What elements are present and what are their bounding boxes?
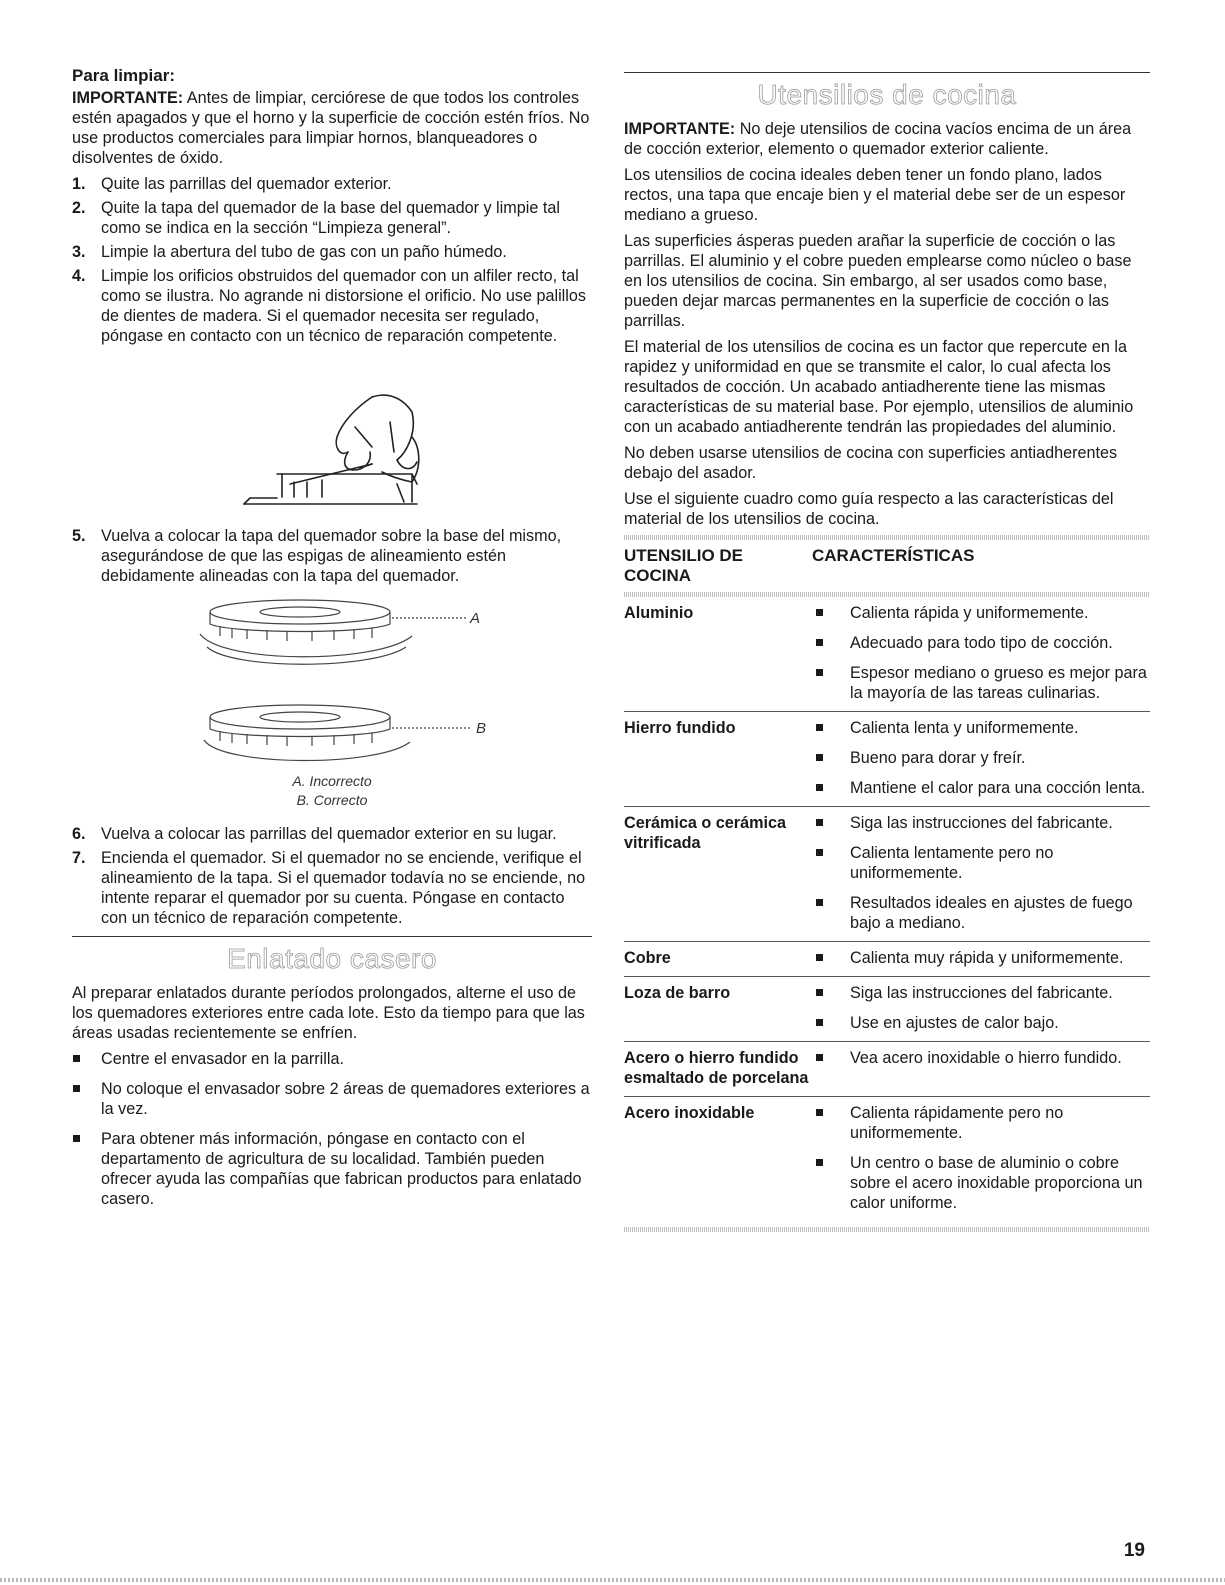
step-number: 4. — [72, 267, 86, 285]
feature-item: Calienta lentamente pero no uniformemente. — [836, 843, 1150, 883]
important-label: IMPORTANTE: — [72, 89, 184, 107]
step-item — [72, 198, 592, 238]
table-bottom-rule — [624, 1227, 1150, 1232]
burner-cap-illustration — [72, 592, 592, 772]
step-text: Vuelva a colocar las parrillas del quemador exterior en su lugar. — [101, 825, 557, 843]
canning-intro: Al preparar enlatados durante períodos prolongados, alterne el uso de los quemadores exteriores entre cada lote. Esto da tiempo para que las áreas usadas recientemente se enfríen. — [72, 984, 585, 1042]
important-text: No deje utensilios de cocina vacíos encima de un área de cocción exterior, elemento o quemador exterior caliente. — [624, 120, 1132, 158]
caption-b: B. Correcto — [296, 792, 368, 808]
page-bottom-rule — [0, 1578, 1225, 1582]
feature-item: Calienta rápidamente pero no uniformemente. — [836, 1103, 1150, 1143]
material-name: Hierro fundido — [624, 712, 812, 807]
steps-list-a — [72, 174, 592, 346]
table-top-rule — [624, 535, 1150, 540]
fig-label-a: A — [470, 610, 481, 627]
step-number: 6. — [72, 825, 86, 843]
table-row — [624, 807, 1150, 942]
step-number: 1. — [72, 175, 86, 193]
steps-list-b — [72, 526, 592, 586]
important-label: IMPORTANTE: — [624, 120, 736, 138]
step-number: 2. — [72, 199, 86, 217]
left-column — [72, 66, 592, 1219]
step-text: Vuelva a colocar la tapa del quemador sobre la base del mismo, asegurándose de que las espigas de alineamiento estén debidamente alineadas con la tapa del quemador. — [101, 527, 562, 585]
step-text: Limpie la abertura del tubo de gas con un paño húmedo. — [101, 243, 507, 261]
feature-item: Vea acero inoxidable o hierro fundido. — [836, 1048, 1150, 1068]
feature-item: Use en ajustes de calor bajo. — [836, 1013, 1150, 1033]
col-header-characteristics: CARACTERÍSTICAS — [812, 546, 975, 565]
canning-bullet-item: Centre el envasador en la parrilla. — [72, 1049, 592, 1069]
page-number: 19 — [1123, 1540, 1145, 1561]
material-name: Cobre — [624, 942, 812, 977]
material-name: Aluminio — [624, 597, 812, 712]
feature-item: Adecuado para todo tipo de cocción. — [836, 633, 1150, 653]
cleaning-important — [72, 88, 592, 168]
step-item — [72, 242, 592, 262]
cookware-important — [624, 119, 1150, 159]
cookware-paragraph: El material de los utensilios de cocina es un factor que repercute en la rapidez y uniformidad en que se transmite el calor, lo cual afecta los resultados de cocción. Un acabado antiadherente tiene las mismas características de su material base. Por ejemplo, utensilios de aluminio con un acabado antiadherente tendrán las propiedades del aluminio. — [624, 338, 1134, 436]
pin-cleaning-illustration — [72, 352, 592, 522]
step-text: Limpie los orificios obstruidos del quemador con un alfiler recto, tal como se ilustra. No agrande ni distorsione el orificio. No use palillos de dientes de madera. Si el quemador necesita ser regulado, póngase en contacto con un técnico de reparación competente. — [101, 267, 586, 345]
material-features — [812, 807, 1150, 942]
cookware-paragraph: Use el siguiente cuadro como guía respecto a las características del material de los utensilios de cocina. — [624, 490, 1114, 528]
feature-item: Mantiene el calor para una cocción lenta. — [836, 778, 1150, 798]
feature-item: Resultados ideales en ajustes de fuego bajo a mediano. — [836, 893, 1150, 933]
cookware-table — [624, 540, 1150, 1221]
cookware-title: Utensilios de cocina — [757, 79, 1017, 110]
table-row — [624, 977, 1150, 1042]
material-features — [812, 712, 1150, 807]
feature-item: Espesor mediano o grueso es mejor para la mayoría de las tareas culinarias. — [836, 663, 1150, 703]
steps-list-c — [72, 824, 592, 928]
step-number: 7. — [72, 849, 86, 867]
cookware-paragraph: Las superficies ásperas pueden arañar la superficie de cocción o las parrillas. El aluminio y el cobre pueden emplearse como núcleo o base en los utensilios de cocina. Sin embargo, al ser usados como base, pueden dejar marcas permanentes en la superficie de cocción o las parrillas. — [624, 232, 1132, 330]
cookware-paragraph: Los utensilios de cocina ideales deben tener un fondo plano, lados rectos, una tapa que encaje bien y el material debe ser de un espesor mediano a grueso. — [624, 166, 1126, 224]
table-row — [624, 1097, 1150, 1222]
hand-pin-illustration — [72, 352, 592, 522]
step-number: 5. — [72, 527, 86, 545]
step-text: Quite las parrillas del quemador exterior. — [101, 175, 392, 193]
feature-item: Calienta lenta y uniformemente. — [836, 718, 1150, 738]
material-name: Acero inoxidable — [624, 1104, 755, 1122]
feature-item: Un centro o base de aluminio o cobre sobre el acero inoxidable proporciona un calor uniforme. — [836, 1153, 1150, 1213]
table-row — [624, 1042, 1150, 1097]
canning-bullets — [72, 1049, 592, 1209]
important-text: Antes de limpiar, cerciórese de que todos los controles estén apagados y que el horno y la superficie de cocción estén fríos. No use productos comerciales para limpiar hornos, blanqueadores o disolventes de óxido. — [72, 89, 590, 167]
canning-title: Enlatado casero — [227, 943, 437, 974]
burner-cap-drawing — [72, 592, 592, 772]
step-text: Encienda el quemador. Si el quemador no se enciende, verifique el alineamiento de la tapa. Si el quemador todavía no se enciende, no intente reparar el quemador por su cuenta. Póngase en contacto con un técnico de reparación competente. — [101, 849, 586, 927]
material-features — [812, 597, 1150, 712]
canning-bullet-item: No coloque el envasador sobre 2 áreas de quemadores exteriores a la vez. — [72, 1079, 592, 1119]
table-row — [624, 712, 1150, 807]
material-name: Loza de barro — [624, 977, 812, 1042]
step-item — [72, 526, 592, 586]
table-header-rule — [624, 592, 1150, 597]
step-item — [72, 848, 592, 928]
material-features — [812, 942, 1150, 977]
section-divider — [624, 72, 1150, 73]
fig-label-b: B — [476, 720, 487, 737]
feature-item: Bueno para dorar y freír. — [836, 748, 1150, 768]
caption-a: A. Incorrecto — [292, 773, 372, 789]
material-features — [812, 1042, 1150, 1097]
material-features — [812, 977, 1150, 1042]
cookware-paragraphs — [624, 165, 1150, 529]
canning-bullet-item: Para obtener más información, póngase en contacto con el departamento de agricultura de su localidad. También pueden ofrecer ayuda las compañías que fabrican productos para enlatado casero. — [72, 1129, 592, 1209]
step-item — [72, 824, 592, 844]
col-header-utensil: UTENSILIO DE COCINA — [624, 546, 744, 585]
feature-item: Siga las instrucciones del fabricante. — [836, 813, 1150, 833]
step-number: 3. — [72, 243, 86, 261]
feature-item: Siga las instrucciones del fabricante. — [836, 983, 1150, 1003]
cleaning-heading: Para limpiar: — [72, 66, 175, 85]
material-features — [812, 1097, 1150, 1222]
cookware-paragraph: No deben usarse utensilios de cocina con superficies antiadherentes debajo del asador. — [624, 444, 1118, 482]
feature-item: Calienta muy rápida y uniformemente. — [836, 948, 1150, 968]
section-divider — [72, 936, 592, 937]
step-item — [72, 174, 592, 194]
material-name: Acero o hierro fundido esmaltado de porcelana — [624, 1042, 812, 1097]
table-row — [624, 597, 1150, 712]
right-column — [624, 66, 1150, 1232]
feature-item: Calienta rápida y uniformemente. — [836, 603, 1150, 623]
table-row — [624, 942, 1150, 977]
step-text: Quite la tapa del quemador de la base del quemador y limpie tal como se indica en la sección “Limpieza general”. — [101, 199, 560, 237]
material-name: Cerámica o cerámica vitrificada — [624, 807, 812, 942]
step-item — [72, 266, 592, 346]
